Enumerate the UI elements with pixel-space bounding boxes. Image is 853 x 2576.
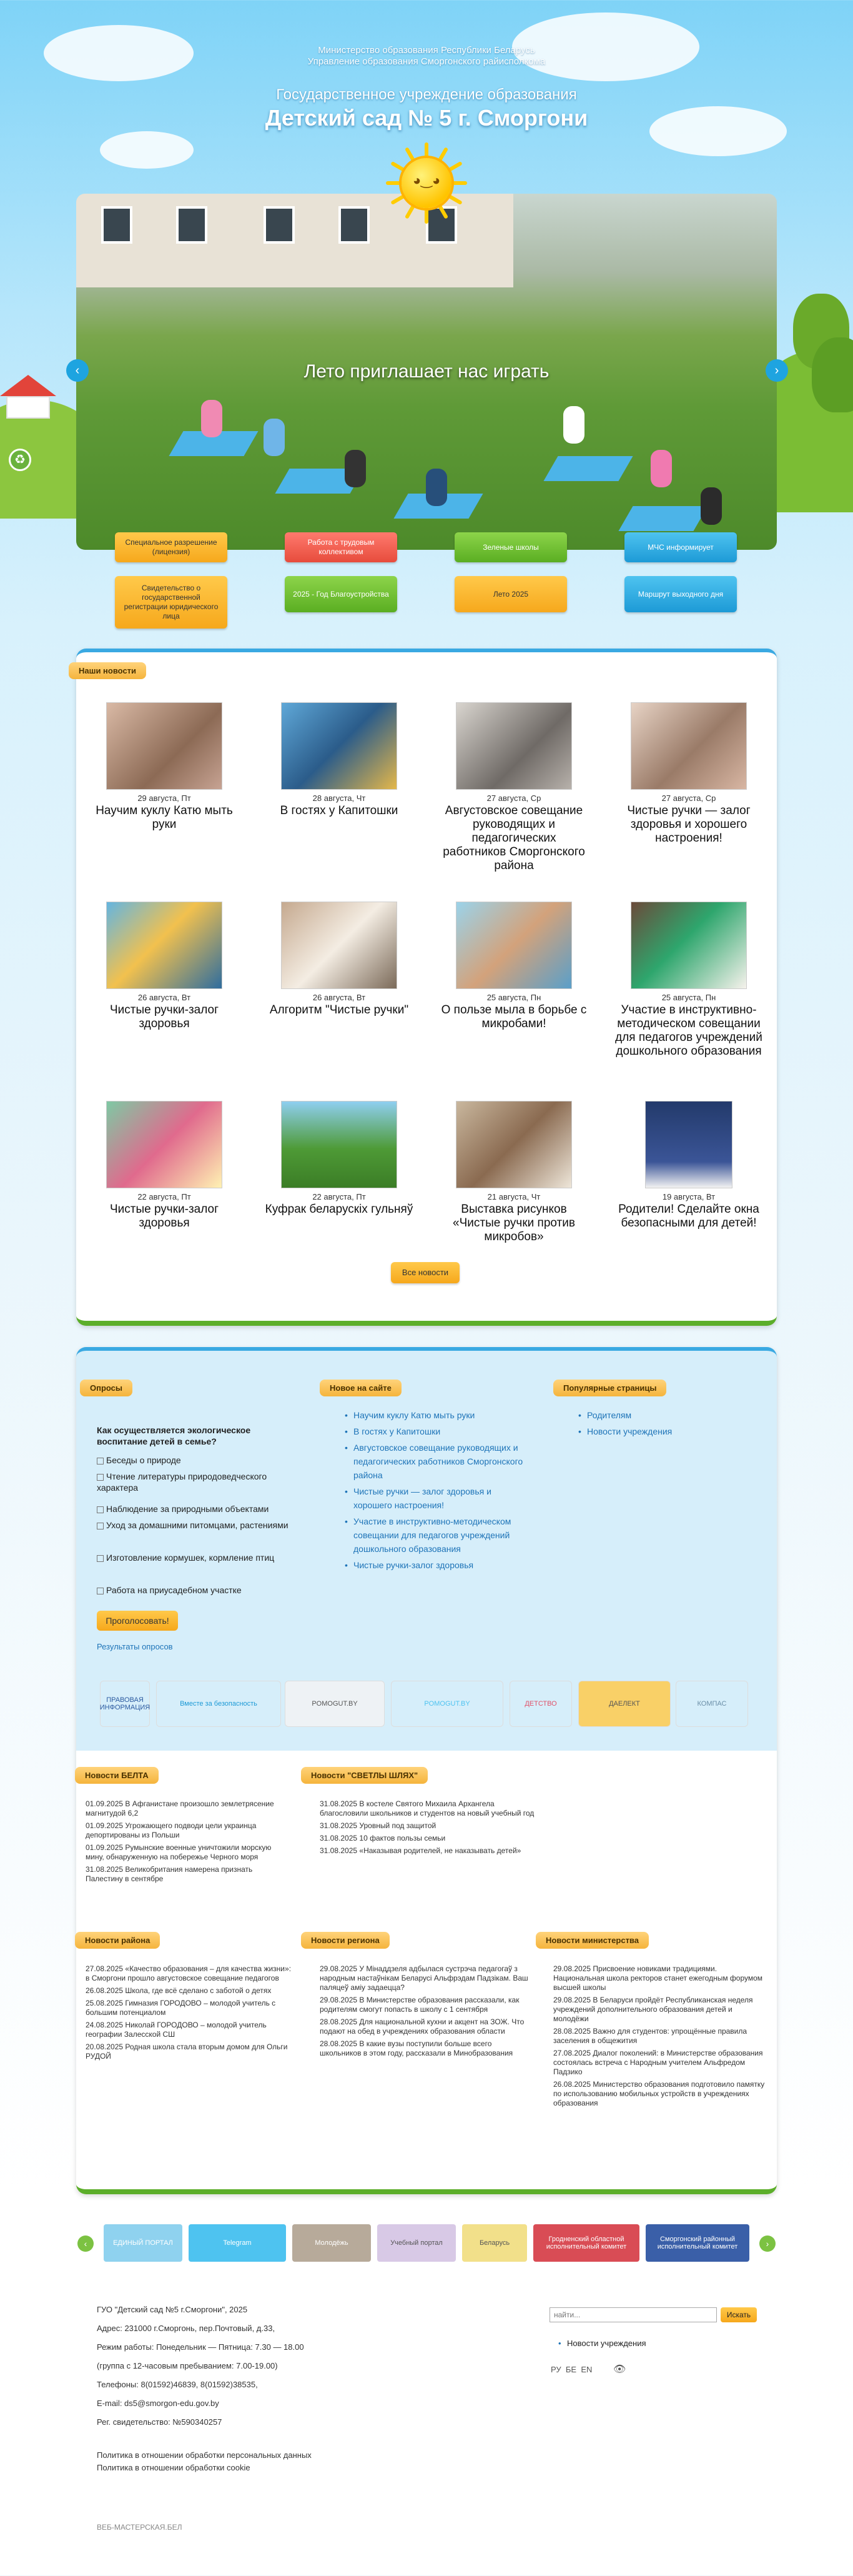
photo-slider[interactable] [76,194,777,550]
poll-option-label: Чтение литературы природоведческого характера [97,1471,267,1493]
checkbox[interactable] [97,1458,104,1465]
news-thumbnail[interactable] [645,1101,732,1188]
news-date: 28 августа, Чт [312,793,366,803]
feed-item[interactable]: 31.08.2025 10 фактов пользы семьи [320,1834,446,1842]
quick-link-summer[interactable]: Лето 2025 [455,576,567,612]
feed-item[interactable]: 31.08.2025 Великобритания намерена признать Палестину в сентябре [86,1865,253,1883]
feed-item[interactable]: 01.09.2025 В Афганистане произошло землетрясение магнитудой 6,2 [86,1799,274,1818]
slider-next-button[interactable]: › [766,359,788,382]
news-item[interactable] [439,702,589,873]
partner-banner[interactable] [156,1681,281,1727]
feed-item[interactable]: 29.08.2025 В Беларуси пройдёт Республиканская неделя учреждений дополнительного образования детей и молодёжи [553,1996,753,2023]
region-tag: Новости района [75,1932,160,1949]
news-thumbnail[interactable] [631,902,747,989]
news-thumbnail[interactable] [631,702,747,790]
checkbox[interactable] [97,1588,104,1594]
feed-item[interactable]: 29.08.2025 У Мінаддзеля адбылася сустрэча педагогаў з народным настаўнікам Беларусі Альфрэдам Падзікам. Ваш паляцеў аміу задаецца? [320,1964,528,1992]
news-title[interactable]: О пользе мыла в борьбе с микробами! [441,1003,587,1030]
slider-prev-button[interactable]: ‹ [66,359,89,382]
carousel-label: Telegram [223,2239,252,2247]
feed-item[interactable]: 26.08.2025 Школа, где всё сделано с заботой о детях [86,1986,272,1995]
news-date: 27 августа, Ср [486,793,541,803]
news-item[interactable] [264,1101,414,1216]
news-thumbnail[interactable] [106,1101,222,1188]
carousel-banner[interactable] [377,2224,456,2262]
slide-child [563,406,584,444]
news-date: 29 августа, Пт [137,793,191,803]
carousel-label: Беларусь [479,2239,510,2247]
slide-child [426,469,447,506]
lang-en[interactable]: EN [581,2365,593,2374]
news-date: 21 августа, Чт [487,1192,541,1201]
developer-link[interactable]: ВЕБ-МАСТЕРСКАЯ.БЕЛ [97,2523,182,2532]
news-thumbnail[interactable] [106,702,222,790]
news-item[interactable] [439,1101,589,1244]
carousel-label: Сморгонский районный исполнительный комитет [657,2235,738,2250]
news-date: 25 августа, Пн [486,993,541,1002]
feed-item[interactable]: 27.08.2025 «Качество образования – для качества жизни»: в Сморгони прошло августовское совещание педагогов [86,1964,292,1982]
slide-child [651,450,672,487]
poll-question: Как осуществляется экологическое воспитание детей в семье? [97,1425,251,1446]
news-title[interactable]: Чистые ручки — залог здоровья и хорошего настроения! [627,804,751,845]
ministry-feed [553,1964,766,2111]
search-input[interactable] [550,2307,717,2322]
svetly-tag: Новости "СВЕТЛЫ ШЛЯХ" [301,1767,428,1784]
quick-link-staff[interactable]: Работа с трудовым коллективом [285,532,397,562]
popular-list [578,1408,753,1441]
news-date: 19 августа, Вт [662,1192,716,1201]
poll-option[interactable] [97,1519,297,1531]
news-item[interactable] [614,702,764,845]
new-on-site-link[interactable]: • Участие в инструктивно-методическом совещании для педагогов учреждений дошкольного образования [345,1514,532,1556]
tree-decoration [812,337,853,412]
poll-option[interactable] [97,1503,297,1514]
news-title[interactable]: Августовское совещание руководящих и педагогических работников Сморгонского района [443,804,585,872]
news-thumbnail[interactable] [281,702,397,790]
popular-link[interactable]: • Родителям [578,1408,753,1422]
feed-item[interactable]: 28.08.2025 Для национальной кухни и акцент на ЗОЖ. Что подают на обед в учреждениях образования области [320,2017,525,2036]
news-title[interactable]: Участие в инструктивно-методическом совещании для педагогов учреждений дошкольного образования [615,1003,762,1058]
poll-option-label: Работа на приусадебном участке [106,1585,242,1595]
checkbox[interactable] [97,1555,104,1562]
feed-item[interactable]: 28.08.2025 Важно для студентов: упрощённые правила заселения в общежития [553,2027,747,2045]
footer-link[interactable]: • Новости учреждения [558,2337,714,2350]
feed-item[interactable]: 27.08.2025 Диалог поколений: в Министерстве образования состоялась встреча с Народным учителем Альфредом Падзико [553,2049,763,2076]
footer-email: E-mail: ds5@smorgon-edu.gov.by [97,2399,219,2408]
news-item[interactable] [89,902,239,1031]
partner-label: ПРАВОВАЯ ИНФОРМАЦИЯ [99,1696,150,1711]
news-title[interactable]: Выставка рисунков «Чистые ручки против микробов» [453,1203,575,1243]
news-item[interactable] [89,702,239,832]
carousel-label: Учебный портал [390,2239,443,2247]
feed-item[interactable]: 31.08.2025 В костеле Святого Михаила Архангела благословили школьников и студентов на новый учебный год [320,1799,535,1818]
feed-item[interactable]: 25.08.2025 Гимназия ГОРОДОВО – молодой учитель с большим потенциалом [86,1999,276,2017]
partner-label: ДЕТСТВО [525,1700,557,1708]
news-thumbnail[interactable] [456,902,572,989]
partner-label: POMOGUT.BY [312,1700,358,1708]
partner-banner[interactable] [100,1681,150,1727]
new-on-site-link[interactable]: • Научим куклу Катю мыть руки [345,1408,532,1422]
department-line: Управление образования Сморгонского райисполкома [307,56,546,67]
poll-option[interactable] [97,1552,297,1563]
footer-reg: Рег. свидетельство: №590340257 [97,2417,222,2427]
news-date: 22 августа, Пт [137,1192,191,1201]
lang-be[interactable]: БЕ [565,2365,577,2374]
partner-banner[interactable] [285,1681,385,1727]
footer-policies [97,2449,312,2474]
slide-mat [618,506,708,531]
feed-item[interactable]: 29.08.2025 В Министерстве образования рассказали, как родителям смогут попасть в школу с 1 сентября [320,1996,520,2014]
carousel-label: ЕДИНЫЙ ПОРТАЛ [113,2239,173,2247]
carousel-banner[interactable] [189,2224,286,2262]
news-date: 26 августа, Вт [312,993,366,1002]
news-item[interactable] [439,902,589,1031]
quick-link-year[interactable]: 2025 - Год Благоустройства [285,576,397,612]
language-switcher [551,2363,626,2375]
policy-link[interactable]: Политика в отношении обработки персональных данных [97,2450,312,2460]
feed-item[interactable]: 31.08.2025 Уровный под защитой [320,1821,436,1830]
poll-option[interactable] [97,1471,297,1493]
partner-label: ДАЕЛЕКТ [609,1700,640,1708]
ministry-line: Министерство образования Республики Беларусь [318,45,535,56]
partner-banner[interactable] [510,1681,572,1727]
feed-item[interactable]: 31.08.2025 «Наказывая родителей, не наказывать детей» [320,1846,521,1855]
carousel-banner[interactable] [104,2224,182,2262]
quick-link-registration[interactable]: Свидетельство о государственной регистрации юридического лица [115,576,227,629]
site-subtitle: Государственное учреждение образования [276,86,577,103]
feed-item[interactable]: 20.08.2025 Родная школа стала вторым домом для Ольги РУДОЙ [86,2042,288,2061]
news-thumbnail[interactable] [281,902,397,989]
carousel-banner[interactable] [292,2224,371,2262]
news-item[interactable] [614,1101,764,1230]
house-decoration [0,375,56,419]
quick-link-license[interactable]: Специальное разрешение (лицензия) [115,532,227,562]
poll-option-label: Наблюдение за природными объектами [106,1504,269,1514]
news-thumbnail[interactable] [106,902,222,989]
new-on-site-link[interactable]: • Чистые ручки-залог здоровья [345,1558,532,1572]
feed-item[interactable]: 01.09.2025 Румынские военные уничтожили морскую мину, обнаруженную на побережье Черного моря [86,1843,272,1861]
polls-tag: Опросы [80,1380,132,1396]
regional-feed [320,1964,532,2061]
eco-badge-icon[interactable]: ♻ [9,449,31,471]
news-title[interactable]: Научим куклу Катю мыть руки [96,804,233,831]
new-on-site-tag: Новое на сайте [320,1380,402,1396]
poll-option-label: Изготовление кормушек, кормление птиц [106,1553,275,1563]
popular-tag: Популярные страницы [553,1380,666,1396]
poll-results-link[interactable]: Результаты опросов [97,1642,173,1651]
new-on-site-link[interactable]: • Августовское совещание руководящих и педагогических работников Сморгонского района [345,1441,532,1482]
news-item[interactable] [614,902,764,1058]
news-title[interactable]: Чистые ручки-залог здоровья [109,1203,219,1230]
region-feed [86,1964,292,2064]
carousel-label: Гродненский областной исполнительный комитет [546,2235,627,2250]
feed-item[interactable]: 24.08.2025 Николай ГОРОДОВО – молодой учитель географии Залесской СШ [86,2021,267,2039]
news-thumbnail[interactable] [281,1101,397,1188]
feed-item[interactable]: 29.08.2025 Присвоение новиками традициями. Национальная школа ректоров станет ежегодным форумом высшей школы [553,1964,763,1992]
slide-mat [543,456,633,481]
lang-ru[interactable]: РУ [551,2365,561,2374]
footer-address: Адрес: 231000 г.Сморгонь, пер.Почтовый, д.33, [97,2324,275,2333]
news-item[interactable] [89,1101,239,1230]
carousel-banner[interactable] [533,2224,639,2262]
partner-label: КОМПАС [697,1700,727,1708]
partner-label: POMOGUT.BY [424,1700,470,1708]
quick-link-route[interactable]: Маршрут выходного дня [624,576,737,612]
checkbox[interactable] [97,1523,104,1529]
vote-button[interactable]: Проголосовать! [97,1611,178,1631]
belta-tag: Новости БЕЛТА [75,1767,159,1784]
news-title[interactable]: Куфрак беларускіх гульняў [265,1203,413,1216]
footer-groups: (группа с 12-часовым пребыванием: 7.00-19.00) [97,2361,278,2370]
carousel-banner[interactable] [646,2224,749,2262]
news-thumbnail[interactable] [456,702,572,790]
partner-banner[interactable] [391,1681,503,1727]
checkbox[interactable] [97,1506,104,1513]
new-on-site-link[interactable]: • В гостях у Капитошки [345,1425,532,1438]
news-date: 22 августа, Пт [312,1192,366,1201]
belta-feed [86,1799,292,1887]
carousel-banner[interactable] [462,2224,527,2262]
partner-banner[interactable] [578,1681,671,1727]
news-title[interactable]: Чистые ручки-залог здоровья [109,1003,219,1030]
poll-option[interactable] [97,1455,297,1466]
news-date: 25 августа, Пн [661,993,716,1002]
poll-option-label: Уход за домашними питомцами, растениями [106,1520,288,1530]
ministry-tag: Новости министерства [536,1932,649,1949]
poll-option-label: Беседы о природе [106,1455,181,1465]
quick-link-mchs[interactable]: МЧС информирует [624,532,737,562]
news-item[interactable] [264,702,414,818]
quick-link-green-schools[interactable]: Зеленые школы [455,532,567,562]
footer-org: ГУО "Детский сад №5 г.Сморгони", 2025 [97,2305,248,2314]
news-date: 26 августа, Вт [137,993,191,1002]
news-item[interactable] [264,902,414,1017]
carousel-prev-button[interactable]: ‹ [77,2235,94,2252]
accessibility-eye-icon[interactable]: 👁 [613,2364,626,2375]
news-thumbnail[interactable] [456,1101,572,1188]
footer-hours: Режим работы: Понедельник — Пятница: 7.30 — 18.00 [97,2342,304,2352]
poll-option[interactable] [97,1584,297,1596]
feed-item[interactable]: 28.08.2025 В какие вузы поступили больше всего школьников в этом году, рассказали в Минобразования [320,2039,513,2057]
feed-item[interactable]: 01.09.2025 Угрожающего подводи цели украинца депортированы из Польши [86,1821,257,1839]
partner-label: Вместе за безопасность [180,1700,257,1708]
news-title[interactable]: Родители! Сделайте окна безопасными для детей! [618,1203,759,1230]
checkbox[interactable] [97,1474,104,1481]
news-title[interactable]: В гостях у Капитошки [280,804,398,817]
new-on-site-list [345,1408,532,1574]
popular-link[interactable]: • Новости учреждения [578,1425,753,1438]
partner-banner[interactable] [676,1681,748,1727]
svetly-feed [320,1799,545,1859]
slide-child [701,487,722,525]
carousel-label: Молодёжь [315,2239,348,2247]
feed-item[interactable]: 26.08.2025 Министерство образования подготовило памятку по использованию мобильных устройств в учреждениях образования [553,2080,765,2107]
search-button[interactable]: Искать [721,2307,757,2322]
carousel-next-button[interactable]: › [759,2235,776,2252]
new-on-site-link[interactable]: • Чистые ручки — залог здоровья и хорошего настроения! [345,1484,532,1512]
all-news-button[interactable]: Все новости [391,1262,460,1283]
slide-child [264,419,285,456]
regional-tag: Новости региона [301,1932,390,1949]
news-title[interactable]: Алгоритм "Чистые ручки" [269,1003,409,1017]
slide-caption: Лето приглашает нас играть [303,361,550,382]
footer-contacts [97,2300,304,2432]
news-date: 27 августа, Ср [661,793,716,803]
footer-phones: Телефоны: 8(01592)46839, 8(01592)38535, [97,2380,258,2389]
slide-child [201,400,222,437]
slide-child [345,450,366,487]
footer-links [558,2337,714,2353]
site-title[interactable]: Детский сад № 5 г. Сморгони [265,105,588,131]
cloud-decoration [100,131,194,169]
news-tag: Наши новости [69,662,146,679]
policy-link[interactable]: Политика в отношении обработки cookie [97,2463,250,2472]
sun-mascot-icon: ◕‿◕ [386,142,467,224]
ministry-header [0,45,853,67]
